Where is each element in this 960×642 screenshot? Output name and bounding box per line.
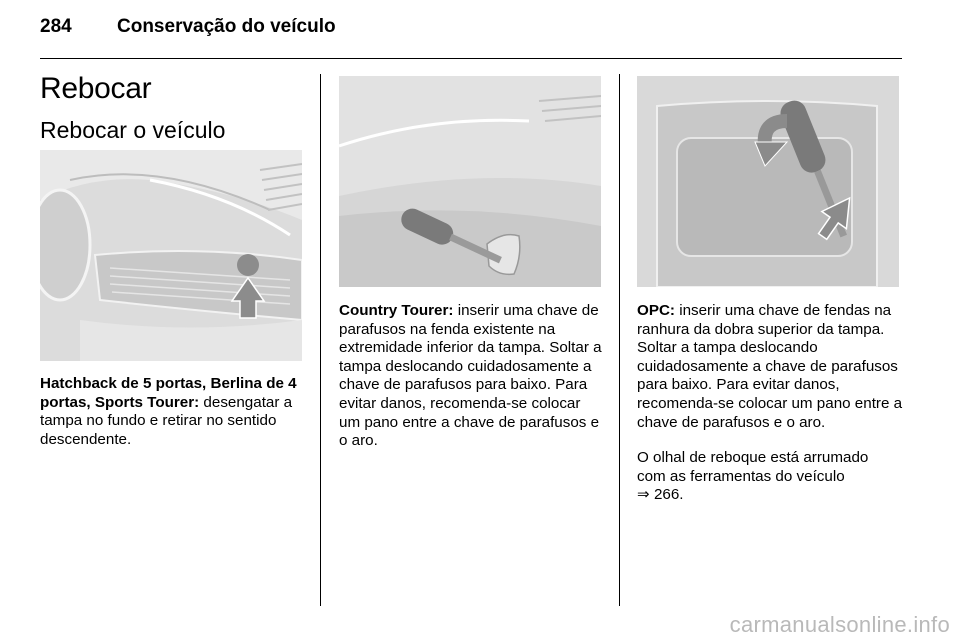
figure-country-tourer-bumper bbox=[339, 76, 601, 287]
page-number: 284 bbox=[40, 16, 72, 37]
header-rule bbox=[40, 58, 902, 59]
caption-body: inserir uma chave de fendas na ranhura da dobra superior da tampa. Soltar a tampa deslocando cuidadosamente a chave de parafusos para baixo. Para evitar danos, recomenda-se colocar um pano entre a chave de parafusos e o aro. bbox=[637, 302, 903, 431]
page-reference-link[interactable]: 266. bbox=[653, 486, 684, 504]
section-heading: Rebocar bbox=[40, 72, 152, 105]
caption-bold-label: Hatchback de 5 portas, Berlina de 4 portas, Sports Tourer: bbox=[40, 375, 297, 411]
caption-body: inserir uma chave de parafusos na fenda existente na extremidade inferior da tampa. Soltar a tampa deslocando cuidadosamente a chave de parafusos para baixo. Para evitar danos, recomenda-se colocar um pano entre a chave de parafusos e o aro. bbox=[339, 302, 602, 450]
caption-bold-label: Country Tourer: bbox=[339, 302, 454, 319]
caption-opc bbox=[637, 302, 903, 432]
figure-opc-bumper bbox=[637, 76, 899, 287]
towing-eye-note bbox=[637, 449, 897, 505]
caption-body: desengatar a tampa no fundo e retirar no sentido descendente. bbox=[40, 393, 293, 448]
note-body: O olhal de reboque está arrumado com as ferramentas do veículo bbox=[637, 449, 869, 485]
caption-country-tourer bbox=[339, 302, 604, 451]
caption-hatchback bbox=[40, 375, 302, 449]
column-divider bbox=[320, 74, 321, 606]
page-reference-icon: ⇒ bbox=[637, 486, 650, 504]
column-divider bbox=[619, 74, 620, 606]
watermark: carmanualsonline.info bbox=[729, 612, 950, 637]
section-subheading: Rebocar o veículo bbox=[40, 117, 226, 143]
page-header-title: Conservação do veículo bbox=[117, 16, 336, 37]
figure-hatchback-bumper bbox=[40, 150, 302, 361]
caption-bold-label: OPC: bbox=[637, 302, 675, 319]
